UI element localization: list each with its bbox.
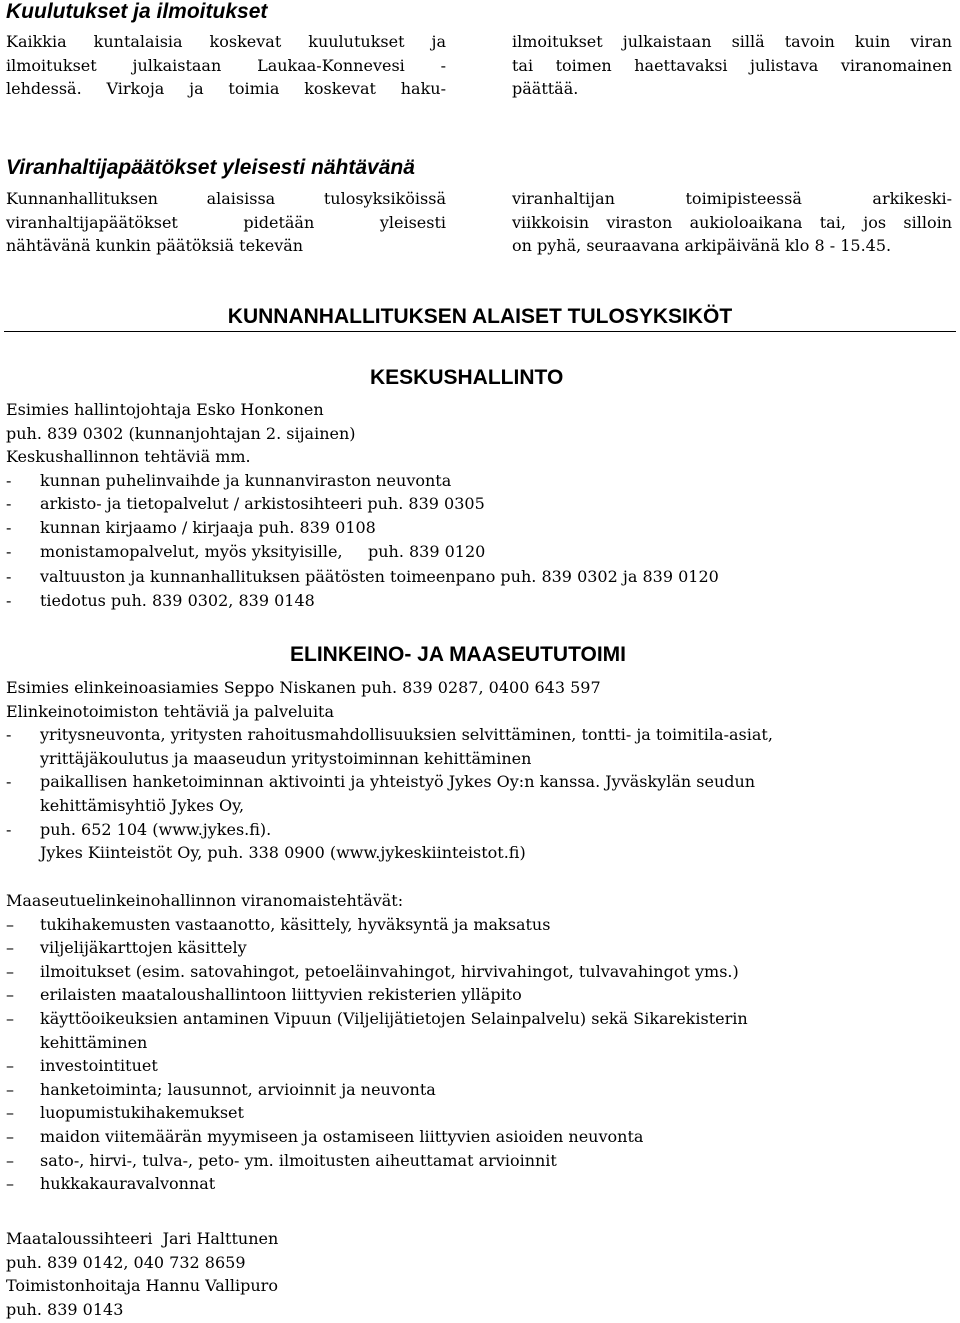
contact-line: Maataloussihteeri Jari Halttunen [6, 1229, 279, 1248]
list-item-continuation: kehittäminen [40, 1032, 148, 1052]
text-line: nähtävänä kunkin päätöksiä tekevän [6, 236, 304, 255]
notices-right-column [512, 30, 952, 101]
list-item: - yritysneuvonta, yritysten rahoitusmahdollisuuksien selvittäminen, tontti- ja toimitila-asiat, [6, 725, 773, 745]
list-item: - kunnan kirjaamo / kirjaaja puh. 839 0108 [6, 517, 376, 537]
text-line: ilmoitukset julkaistaan sillä tavoin kuin viran [512, 32, 952, 51]
text-line: viranhaltijapäätökset pidetään yleisesti [6, 212, 446, 232]
list-item: – hukkakauravalvonnat [6, 1174, 216, 1194]
list-item: – hanketoiminta; lausunnot, arvioinnit ja neuvonta [6, 1079, 436, 1099]
notices-heading: Kuulutukset ja ilmoitukset [6, 0, 268, 23]
list-item: – maidon viitemäärän myymiseen ja ostamiseen liittyvien asioiden neuvonta [6, 1126, 644, 1146]
list-item: - valtuuston ja kunnanhallituksen päätösten toimeenpano puh. 839 0302 ja 839 0120 [6, 567, 719, 587]
text-line: ilmoitukset julkaistaan Laukaa-Konnevesi - [6, 55, 446, 75]
list-item-continuation: Jykes Kiinteistöt Oy, puh. 338 0900 (www.jykeskiinteistot.fi) [40, 843, 526, 863]
rural-duties-block [6, 889, 748, 1196]
list-item: – ilmoitukset (esim. satovahingot, petoeläinvahingot, hirvivahingot, tulvavahingot yms.) [6, 961, 739, 981]
keskushallinto-block [6, 398, 719, 612]
list-item-continuation: yrittäjäkoulutus ja maaseudun yritystoiminnan kehittäminen [40, 748, 532, 768]
list-item: – tukihakemusten vastaanotto, käsittely, hyväksyntä ja maksatus [6, 914, 551, 934]
elinkeino-title: ELINKEINO- JA MAASEUTUTOIMI [290, 643, 627, 666]
text-line: viranhaltijan toimipisteessä arkikeski- [512, 189, 952, 208]
list-item: - arkisto- ja tietopalvelut / arkistosihteeri puh. 839 0305 [6, 494, 485, 514]
list-item: – erilaisten maataloushallintoon liittyvien rekisterien ylläpito [6, 985, 522, 1005]
text-line: Esimies hallintojohtaja Esko Honkonen [6, 400, 324, 419]
contact-line: Toimistonhoitaja Hannu Vallipuro [6, 1276, 278, 1296]
list-item: - paikallisen hanketoiminnan aktivointi ja yhteistyö Jykes Oy:n kanssa. Jyväskylän seudun [6, 772, 756, 792]
list-item-continuation: kehittämisyhtiö Jykes Oy, [40, 795, 245, 815]
list-item: - monistamopalvelut, myös yksityisille, puh. 839 0120 [6, 541, 486, 561]
list-item: – investointituet [6, 1056, 158, 1076]
contacts-block [6, 1227, 278, 1321]
text-line: Kunnanhallituksen alaisissa tulosyksiköissä [6, 189, 446, 208]
list-item: – sato-, hirvi-, tulva-, peto- ym. ilmoitusten aiheuttamat arvioinnit [6, 1150, 557, 1170]
list-item: – viljelijäkarttojen käsittely [6, 938, 247, 958]
decisions-heading: Viranhaltijapäätökset yleisesti nähtävänä [6, 156, 415, 179]
contact-line: puh. 839 0143 [6, 1299, 124, 1319]
rural-heading: Maaseutuelinkeinohallinnon viranomaistehtävät: [6, 891, 404, 910]
elinkeino-block [6, 676, 773, 865]
text-line: lehdessä. Virkoja ja toimia koskevat haku- [6, 79, 446, 98]
contact-line: puh. 839 0142, 040 732 8659 [6, 1252, 246, 1272]
text-line: Elinkeinotoimiston tehtäviä ja palveluita [6, 701, 335, 721]
text-line: päättää. [512, 79, 579, 98]
text-line: Esimies elinkeinoasiamies Seppo Niskanen puh. 839 0287, 0400 643 597 [6, 678, 601, 697]
decisions-right-column [512, 187, 952, 258]
decisions-left-column [6, 187, 446, 258]
keskushallinto-title: KESKUSHALLINTO [370, 366, 564, 389]
text-line: viikkoisin viraston aukioloaikana tai, jos silloin [512, 212, 952, 232]
notices-left-column [6, 30, 446, 101]
text-line: Kaikkia kuntalaisia koskevat kuulutukset ja [6, 32, 446, 51]
text-line: Keskushallinnon tehtäviä mm. [6, 447, 251, 467]
list-item: - tiedotus puh. 839 0302, 839 0148 [6, 590, 315, 610]
text-line: on pyhä, seuraavana arkipäivänä klo 8 - 15.45. [512, 236, 892, 255]
text-line: puh. 839 0302 (kunnanjohtajan 2. sijainen) [6, 423, 356, 443]
text-line: tai toimen haettavaksi julistava viranomainen [512, 55, 952, 75]
list-item: – käyttöoikeuksien antaminen Vipuun (Viljelijätietojen Selainpalvelu) sekä Sikarekisterin [6, 1008, 748, 1028]
section-divider [4, 331, 956, 332]
list-item: - kunnan puhelinvaihde ja kunnanviraston neuvonta [6, 470, 452, 490]
list-item: – luopumistukihakemukset [6, 1103, 244, 1123]
list-item: - puh. 652 104 (www.jykes.fi). [6, 819, 272, 839]
section-title: KUNNANHALLITUKSEN ALAISET TULOSYKSIKÖT [227, 305, 733, 328]
